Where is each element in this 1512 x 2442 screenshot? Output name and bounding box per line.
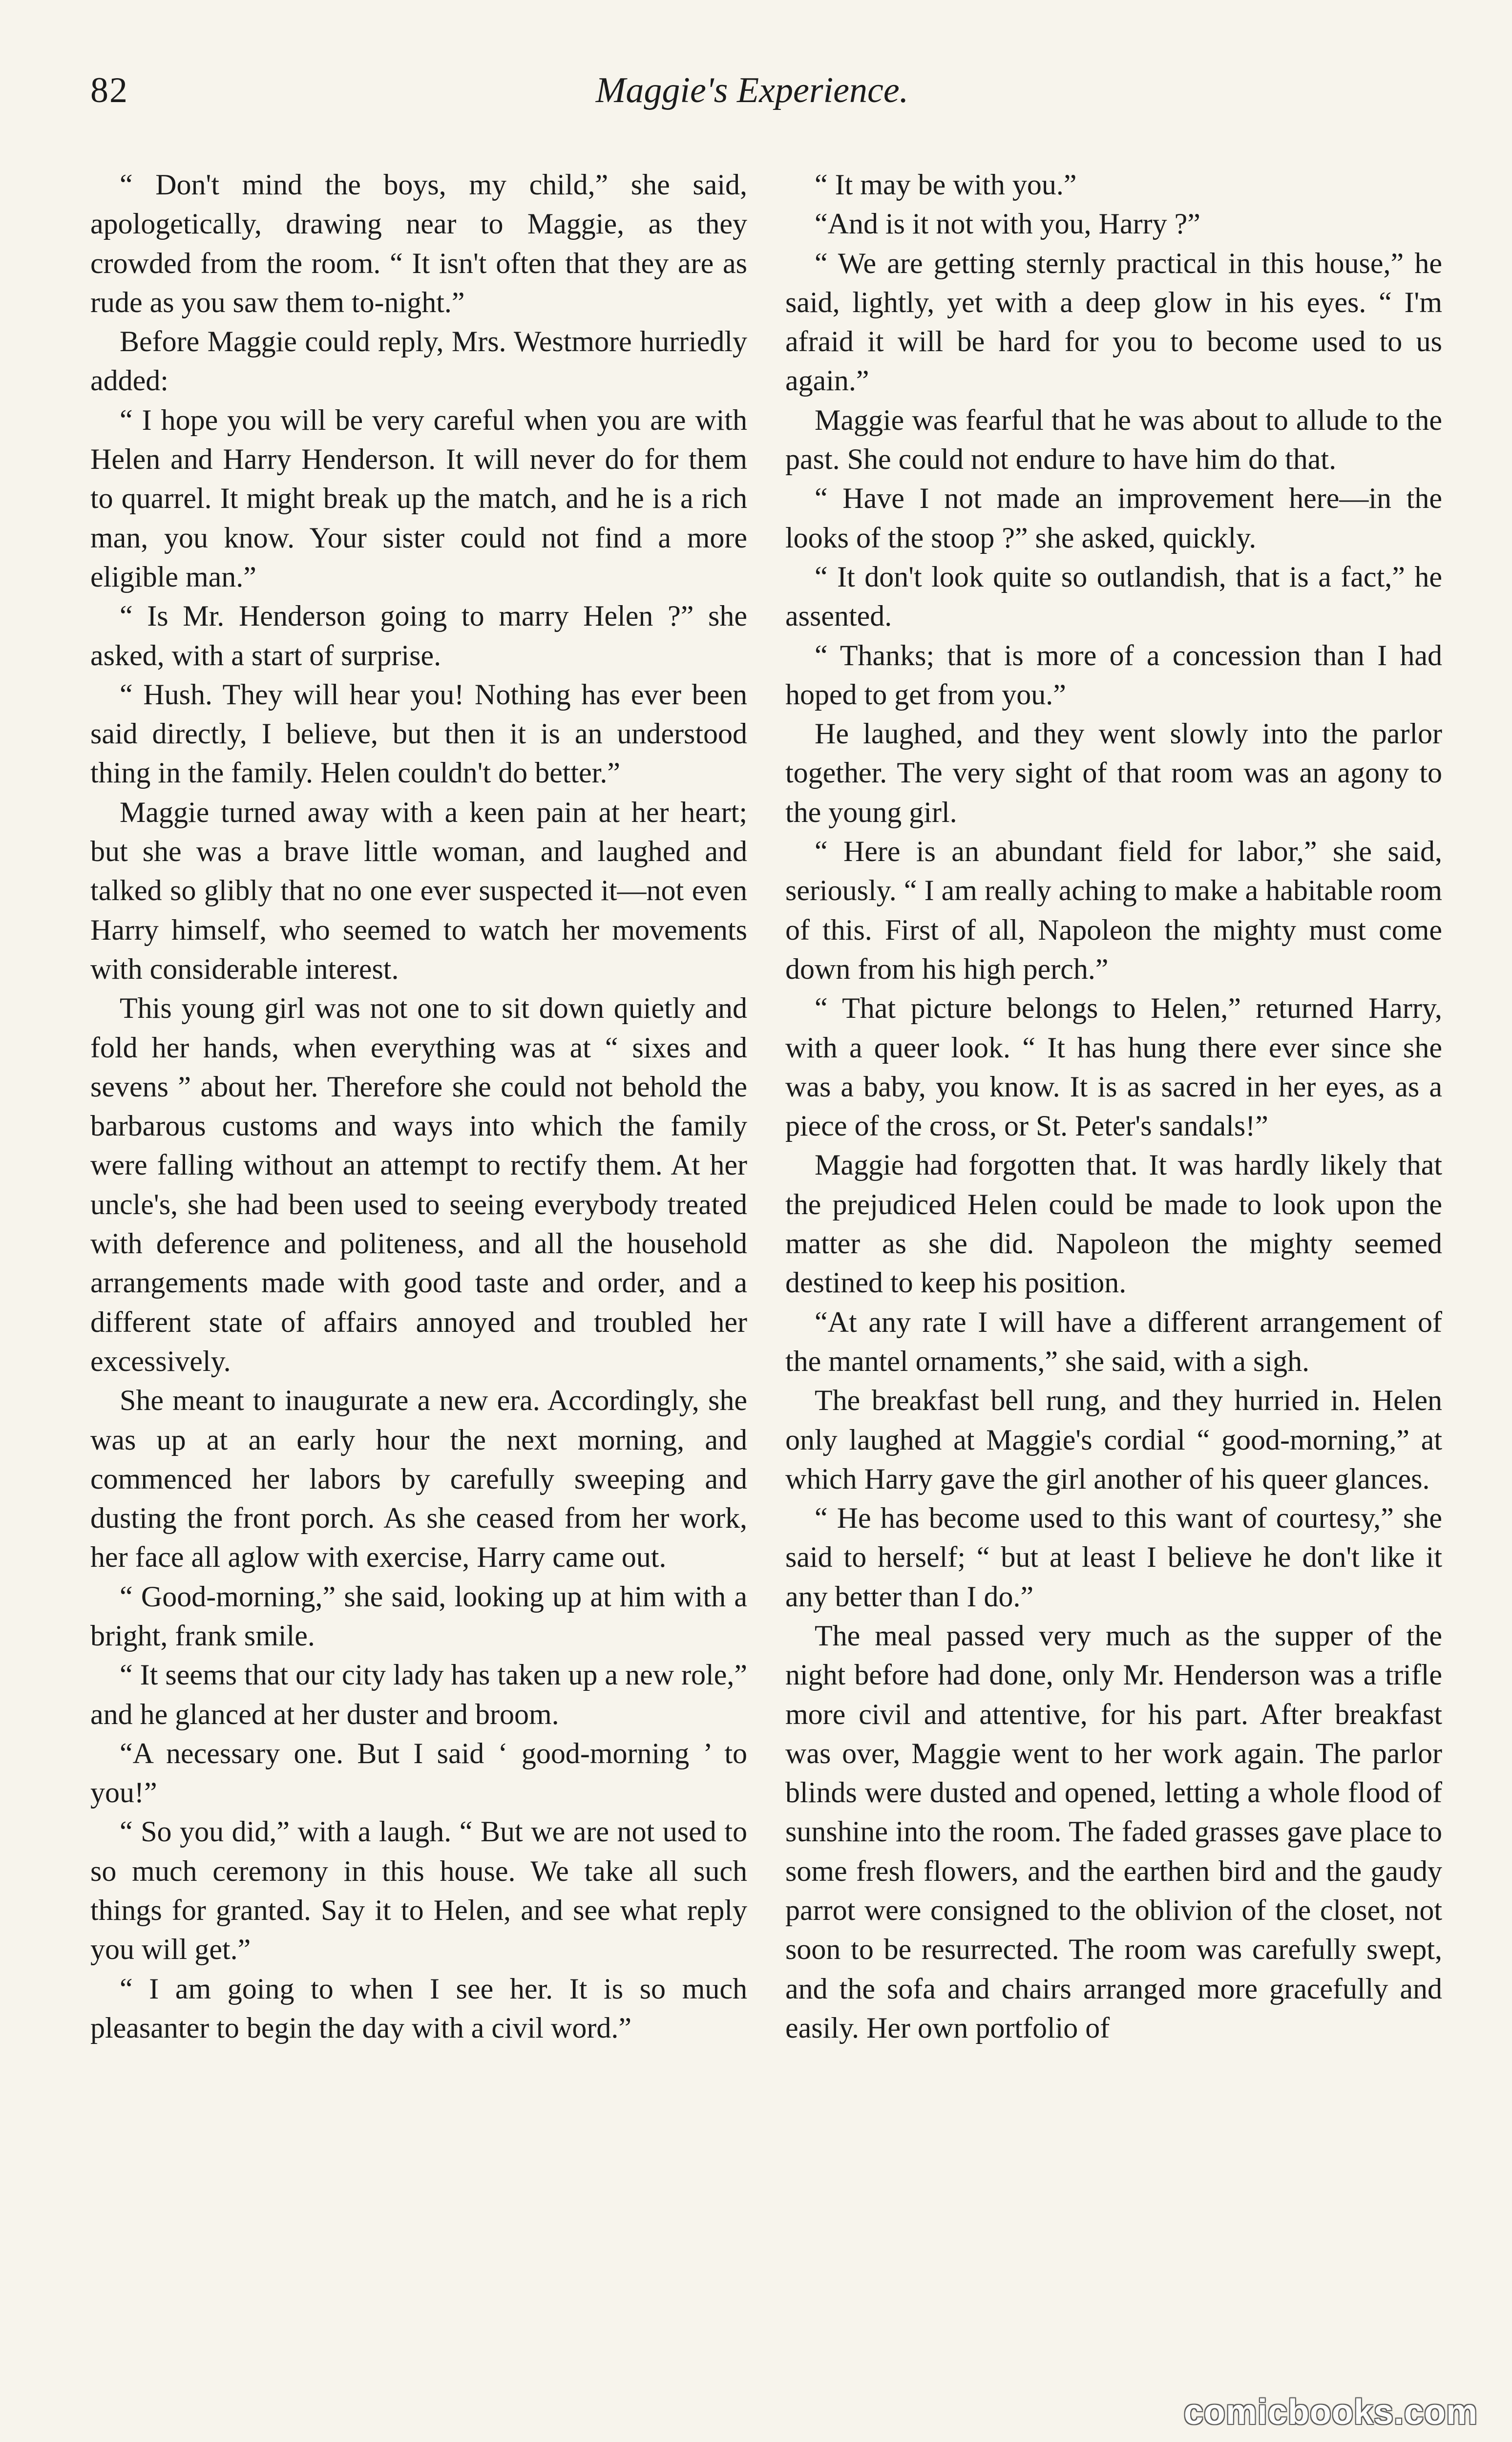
paragraph: He laughed, and they went slowly into the parlor together. The very sight of that room was an agony to the young girl. [785,717,1442,828]
paragraph: “ It seems that our city lady has taken up a new role,” and he glanced at her duster and broom. [90,1659,747,1730]
running-title: Maggie's Experience. [595,70,909,110]
paragraph: “ He has become used to this want of courtesy,” she said to herself; “ but at least I believe he don't like it any better than I do.” [785,1502,1442,1613]
paragraph: “ Is Mr. Henderson going to marry Helen ?” she asked, with a start of surprise. [90,600,747,672]
watermark: comicbooks.com [1183,2393,1478,2432]
paragraph: The meal passed very much as the supper of the night before had done, only Mr. Henderson was a trifle more civil and attentive, for his part. After breakfast was over, Maggie went to her work again. The parlor blinds were dusted and opened, letting a whole flood of sunshine into the room. The faded grasses gave place to some fresh flowers, and the earthen bird and the gaudy parrot were consigned to the oblivion of the closet, not soon to be resurrected. The room was carefully swept, and the sofa and chairs arranged more gracefully and easily. Her own portfolio of [785,1619,1442,2044]
left-column [90,165,747,2047]
paragraph: “ Thanks; that is more of a concession than I had hoped to get from you.” [785,639,1442,711]
paragraph: “ Good-morning,” she said, looking up at him with a bright, frank smile. [90,1580,747,1652]
right-column [785,165,1442,2047]
paragraph: “ It may be with you.” [815,168,1077,201]
page-number: 82 [90,70,128,110]
paragraph: “ Don't mind the boys, my child,” she said, apologetically, drawing near to Maggie, as they crowded from the room. “ It isn't often that they are as rude as you saw them to-night.” [90,168,747,318]
paragraph: “A necessary one. But I said ‘ good-morning ’ to you!” [90,1737,747,1809]
paragraph: Maggie was fearful that he was about to allude to the past. She could not endure to have him do that. [785,403,1442,476]
paragraph: “ So you did,” with a laugh. “ But we are not used to so much ceremony in this house. We take all such things for granted. Say it to Helen, and see what reply you will get.” [90,1815,747,1966]
paragraph: “At any rate I will have a different arrangement of the mantel ornaments,” she said, with a sigh. [785,1305,1442,1377]
paragraph: “ It don't look quite so outlandish, that is a fact,” he assented. [785,560,1442,632]
paragraph: “ Have I not made an improvement here—in the looks of the stoop ?” she asked, quickly. [785,482,1442,554]
paragraph: “ I hope you will be very careful when you are with Helen and Harry Henderson. It will never do for them to quarrel. It might break up the match, and he is a rich man, you know. Your sister could not find a more eligible man.” [90,403,747,593]
paragraph: Maggie had forgotten that. It was hardly likely that the prejudiced Helen could be made to look upon the matter as she did. Napoleon the mighty seemed destined to keep his position. [785,1149,1442,1299]
paragraph: “ We are getting sternly practical in this house,” he said, lightly, yet with a deep glow in his eyes. “ I'm afraid it will be hard for you to become used to us again.” [785,247,1442,397]
paragraph: “And is it not with you, Harry ?” [815,208,1200,240]
paragraph: “ I am going to when I see her. It is so much pleasanter to begin the day with a civil word.” [90,1972,747,2044]
paragraph: She meant to inaugurate a new era. Accordingly, she was up at an early hour the next morning, and commenced her labors by carefully sweeping and dusting the front porch. As she ceased from her work, her face all aglow with exercise, Harry came out. [90,1384,747,1574]
paragraph: “ Hush. They will hear you! Nothing has ever been said directly, I believe, but then it is an understood thing in the family. Helen couldn't do better.” [90,678,747,789]
paragraph: Maggie turned away with a keen pain at her heart; but she was a brave little woman, and laughed and talked so glibly that no one ever suspected it—not even Harry himself, who seemed to watch her movements with considerable interest. [90,796,747,985]
paragraph: “ That picture belongs to Helen,” returned Harry, with a queer look. “ It has hung there ever since she was a baby, you know. It is as sacred in her eyes, as a piece of the cross, or St. Peter's sandals!” [785,992,1442,1142]
paragraph: “ Here is an abundant field for labor,” she said, seriously. “ I am really aching to make a habitable room of this. First of all, Napoleon the mighty must come down from his high perch.” [785,835,1442,985]
paragraph: Before Maggie could reply, Mrs. Westmore hurriedly added: [90,325,747,397]
paragraph: This young girl was not one to sit down quietly and fold her hands, when everything was at “ sixes and sevens ” about her. Therefore she could not behold the barbarous customs and ways into which the family were falling without an attempt to rectify them. At her uncle's, she had been used to seeing everybody treated with deference and politeness, and all the household arrangements made with good taste and order, and a different state of affairs annoyed and troubled her excessively. [90,992,747,1377]
paragraph: The breakfast bell rung, and they hurried in. Helen only laughed at Maggie's cordial “ good-morning,” at which Harry gave the girl another of his queer glances. [785,1384,1442,1495]
